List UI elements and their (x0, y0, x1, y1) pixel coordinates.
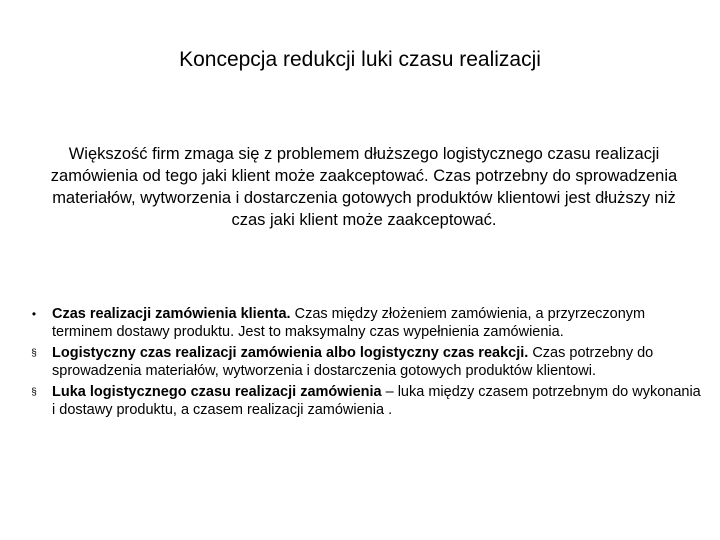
intro-paragraph: Większość firm zmaga się z problemem dłuższego logistycznego czasu realizacji zamówienia od tego jaki klient może zaakceptować. Czas potrzebny do sprowadzenia materiałów, wytworzenia i dostarczenia gotowych produktów klientowi jest dłuższy niż czas jaki klient może zaakceptować. (50, 144, 678, 229)
bullet-term: Logistyczny czas realizacji zamówienia albo logistyczny czas reakcji. (52, 345, 529, 361)
definition-list (24, 306, 704, 423)
square-bullet-icon: § (31, 387, 37, 398)
bullet-text: Czas potrzebny do sprowadzenia materiałów, wytworzenia i dostarczenia gotowych produktów klientowi. (52, 345, 654, 379)
round-bullet-icon: • (31, 307, 37, 321)
bullet-term: Czas realizacji zamówienia klienta. (52, 306, 291, 322)
bullet-text: – luka między czasem potrzebnym do wykonania i dostawy produktu, a czasem realizacji zamówienia . (52, 384, 701, 418)
bullet-term: Luka logistycznego czasu realizacji zamówienia (52, 384, 382, 400)
list-item (24, 384, 704, 419)
slide-title: Koncepcja redukcji luki czasu realizacji (179, 48, 541, 72)
list-item (24, 306, 704, 341)
bullet-text: Czas między złożeniem zamówienia, a przyrzeczonym terminem dostawy produktu. Jest to maksymalny czas wypełnienia zamówienia. (52, 306, 646, 340)
square-bullet-icon: § (31, 348, 37, 359)
list-item (24, 345, 704, 380)
